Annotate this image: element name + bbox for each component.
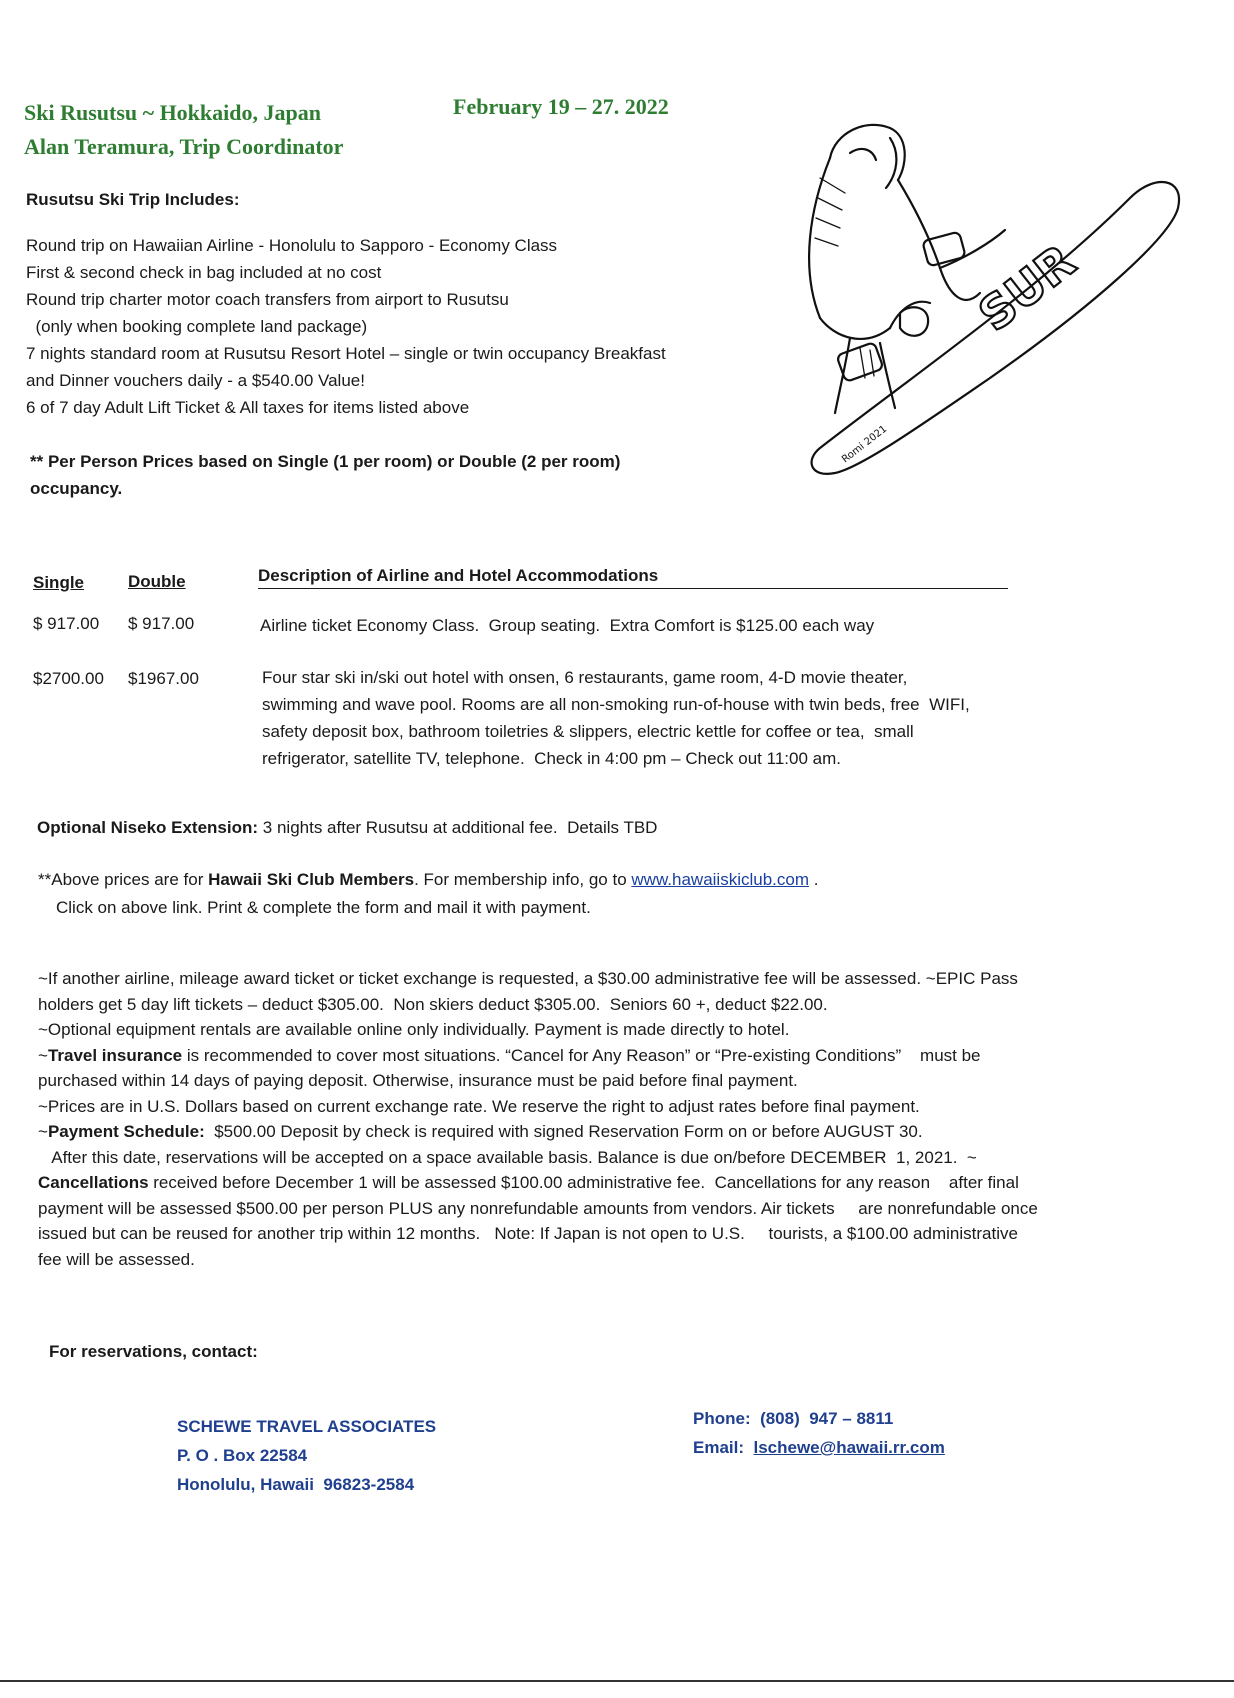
terms-text: $500.00 Deposit by check is required with signed Reservation Form on or before AUGUST 30.: [204, 1122, 923, 1141]
agency-city: Honolulu, Hawaii 96823-2584: [177, 1475, 415, 1494]
terms-line: [38, 1043, 1038, 1069]
row1-double-price: $ 917.00: [128, 614, 195, 633]
col-header-description-text: Description of Airline and Hotel Accommodations: [258, 566, 659, 585]
snowboarder-illustration: [790, 118, 1190, 508]
artist-signature: Romi 2021: [840, 423, 890, 466]
terms-line: After this date, reservations will be accepted on a space available basis. Balance is due on/before DECEMBER 1, 2021. ~: [38, 1147, 977, 1167]
board-lettering: SUR: [968, 233, 1086, 342]
row1-description-line: Airline ticket Economy Class. Group seating. Extra Comfort is $125.00 each way: [260, 616, 875, 635]
includes-item: 7 nights standard room at Rusutsu Resort Hotel – single or twin occupancy Breakfast: [26, 344, 666, 363]
membership-link[interactable]: www.hawaiiskiclub.com: [631, 870, 810, 889]
email-link[interactable]: lschewe@hawaii.rr.com: [753, 1438, 945, 1457]
terms-line: purchased within 14 days of paying deposit. Otherwise, insurance must be paid before final payment.: [38, 1071, 798, 1090]
membership-prefix: **Above prices are for: [38, 870, 204, 889]
terms-tilde: ~: [38, 1122, 48, 1141]
row2-description: [262, 664, 970, 772]
pricing-note: [30, 448, 620, 502]
includes-item: Round trip charter motor coach transfers from airport to Rusutsu: [26, 290, 509, 309]
includes-item: and Dinner vouchers daily - a $540.00 Value!: [26, 371, 365, 390]
page-bottom-edge: [0, 1680, 1234, 1682]
membership-middle: . For membership info, go to: [414, 870, 627, 889]
includes-item: Round trip on Hawaiian Airline - Honolulu to Sapporo - Economy Class: [26, 236, 558, 255]
trip-dates: February 19 – 27. 2022: [453, 94, 669, 119]
agency-contact: [693, 1404, 945, 1462]
terms-line: ~Prices are in U.S. Dollars based on current exchange rate. We reserve the right to adjust rates before final payment.: [38, 1096, 920, 1116]
agency-name: SCHEWE TRAVEL ASSOCIATES: [177, 1417, 437, 1436]
col-header-double: Double: [128, 572, 186, 591]
niseko-extension: [37, 818, 657, 838]
terms-line: payment will be assessed $500.00 per person PLUS any nonrefundable amounts from vendors. Air tickets are nonrefundable once: [38, 1198, 1038, 1218]
terms-line: issued but can be reused for another trip within 12 months. Note: If Japan is not open to U.S. tourists, a $100.00 administrative: [38, 1224, 1018, 1243]
phone-number[interactable]: (808) 947 – 8811: [760, 1409, 894, 1428]
row2-description-line: swimming and wave pool. Rooms are all non-smoking run-of-house with twin beds, free WIFI,: [262, 695, 970, 714]
terms-tilde: ~: [38, 1045, 48, 1065]
trip-coordinator: Alan Teramura, Trip Coordinator: [24, 134, 344, 159]
membership-end: .: [809, 870, 819, 889]
row2-description-line: refrigerator, satellite TV, telephone. Check in 4:00 pm – Check out 11:00 am.: [262, 749, 841, 768]
membership-note: [38, 866, 818, 922]
extension-text: 3 nights after Rusutsu at additional fee. Details TBD: [262, 818, 658, 837]
includes-item: 6 of 7 day Adult Lift Ticket & All taxes for items listed above: [26, 398, 470, 417]
row2-single-price: $2700.00: [33, 669, 104, 688]
terms-line: ~Optional equipment rentals are available online only individually. Payment is made directly to hotel.: [38, 1020, 790, 1039]
agency-address: [177, 1412, 436, 1499]
terms-text: is recommended to cover most situations. “Cancel for Any Reason” or “Pre-existing Conditions” must be: [182, 1045, 981, 1065]
membership-club: Hawaii Ski Club Members: [208, 870, 415, 889]
terms-text: received before December 1 will be assessed $100.00 administrative fee. Cancellations for any reason after final: [148, 1173, 1019, 1192]
col-header-single: Single: [33, 573, 85, 592]
terms-line: [38, 1170, 1038, 1196]
payment-schedule-label: Payment Schedule:: [47, 1122, 205, 1141]
terms-line: ~If another airline, mileage award ticket or ticket exchange is requested, a $30.00 administrative fee will be assessed. ~EPIC Pass: [38, 969, 1018, 988]
extension-label: Optional Niseko Extension:: [37, 818, 259, 837]
pricing-note-line: occupancy.: [30, 479, 123, 498]
cancellations-label: Cancellations: [38, 1173, 149, 1192]
agency-po-box: P. O . Box 22584: [177, 1446, 308, 1465]
contact-heading: For reservations, contact:: [49, 1342, 258, 1361]
trip-title: Ski Rusutsu ~ Hokkaido, Japan: [24, 100, 321, 125]
membership-instructions: Click on above link. Print & complete the form and mail it with payment.: [56, 898, 591, 917]
includes-list: [26, 232, 666, 421]
row1-single-price: $ 917.00: [33, 614, 100, 633]
snowboarder-drawing: [790, 118, 1190, 508]
terms-line: fee will be assessed.: [38, 1249, 195, 1269]
col-header-description: [258, 566, 1008, 589]
includes-item: (only when booking complete land package): [26, 317, 368, 336]
row2-double-price: $1967.00: [128, 669, 199, 688]
includes-heading: Rusutsu Ski Trip Includes:: [26, 190, 240, 209]
travel-insurance-label: Travel insurance: [47, 1045, 183, 1065]
phone-label: Phone:: [693, 1409, 751, 1428]
terms-line: [38, 1119, 1038, 1145]
row1-description: [260, 612, 874, 639]
row2-description-line: Four star ski in/ski out hotel with onsen, 6 restaurants, game room, 4-D movie theater,: [262, 668, 908, 687]
includes-item: First & second check in bag included at no cost: [26, 263, 382, 282]
terms-line: holders get 5 day lift tickets – deduct $305.00. Non skiers deduct $305.00. Seniors 60 +, deduct $22.00.: [38, 994, 828, 1014]
terms-block: [38, 966, 1038, 1272]
row2-description-line: safety deposit box, bathroom toiletries & slippers, electric kettle for coffee or tea, small: [262, 722, 914, 741]
pricing-note-line: ** Per Person Prices based on Single (1 per room) or Double (2 per room): [30, 452, 621, 471]
email-label: Email:: [693, 1438, 745, 1457]
